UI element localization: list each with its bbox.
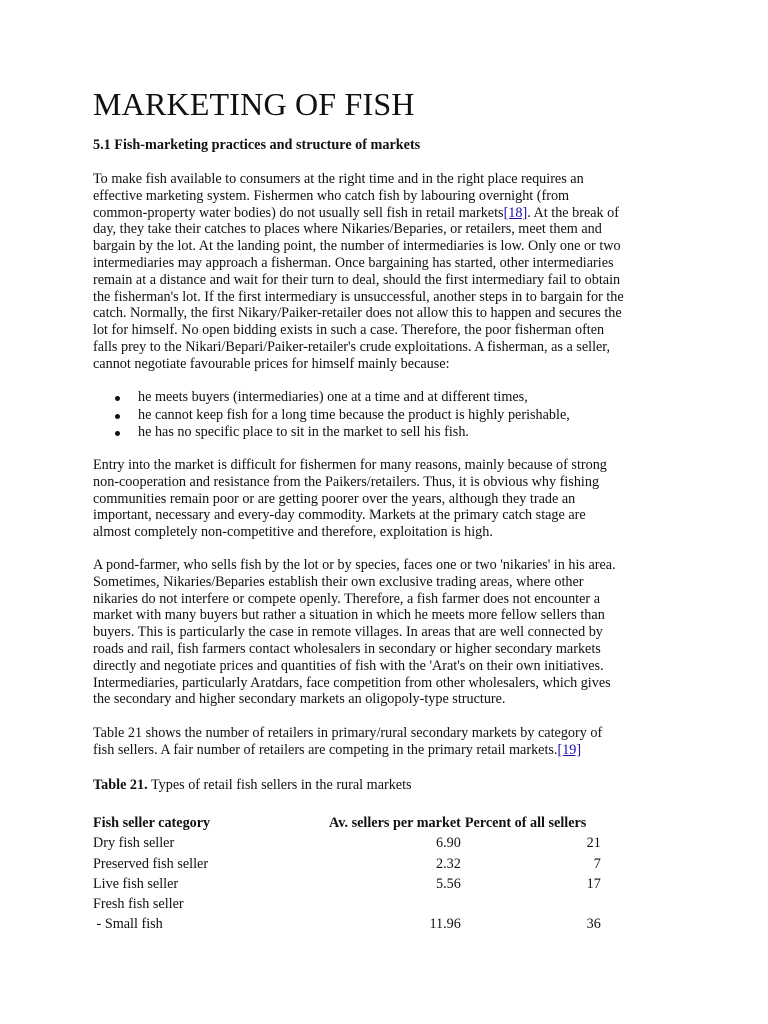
paragraph-pond-farmer xyxy=(93,557,683,708)
text-line: bargain by the lot. At the landing point, the number of intermediaries is low. Only one or two xyxy=(93,238,621,255)
page-title: MARKETING OF FISH xyxy=(93,86,415,122)
bullet-icon xyxy=(115,414,120,419)
table-row xyxy=(93,914,601,934)
text-line: Entry into the market is difficult for fishermen for many reasons, mainly because of strong xyxy=(93,457,607,473)
text-line: the fisherman's lot. If the first intermediary is unsuccessful, another steps in to bargain for the xyxy=(93,288,624,305)
list-item-text: he cannot keep fish for a long time because the product is highly perishable, xyxy=(138,406,570,423)
reasons-list xyxy=(93,389,570,442)
cell-category: Fresh fish seller xyxy=(93,896,184,913)
paragraph-market-entry xyxy=(93,457,683,541)
text-line: cannot negotiate favourable prices for himself mainly because: xyxy=(93,355,450,372)
cell-category: Preserved fish seller xyxy=(93,855,209,872)
text-line: To make fish available to consumers at the right time and in the right place requires an xyxy=(93,171,584,187)
paragraph-table-intro xyxy=(93,725,683,759)
text-line: A pond-farmer, who sells fish by the lot or by species, faces one or two 'nikaries' in his area. xyxy=(93,557,616,573)
text-segment: fish sellers. A fair number of retailers are competing in the primary retail markets. xyxy=(93,741,558,758)
text-line: day, they take their catches to places where Nikaries/Beparies, or retailers, meet them and xyxy=(93,221,602,238)
text-segment: common-property water bodies) do not usually sell fish in retail markets xyxy=(93,204,504,221)
cell-percent: 21 xyxy=(586,835,601,852)
cell-avg: 11.96 xyxy=(429,916,461,933)
list-item xyxy=(93,389,570,407)
text-line: the secondary and higher secondary markets an oligopoly-type structure. xyxy=(93,691,506,708)
text-line: Sometimes, Nikaries/Beparies establish their own exclusive trading areas, where other xyxy=(93,573,584,590)
text-line: intermediaries may approach a fisherman. Once bargaining has started, other intermediaries xyxy=(93,254,614,271)
fish-sellers-table xyxy=(93,813,601,935)
text-line: buyers. This is particularly the case in remote villages. In areas that are well connected by xyxy=(93,624,603,641)
text-line: Intermediaries, particularly Aratdars, face competition from other wholesalers, which gives xyxy=(93,674,611,691)
table-row xyxy=(93,894,601,914)
table-caption-label: Table 21. xyxy=(93,777,148,793)
table-caption-text: Types of retail fish sellers in the rural markets xyxy=(147,777,412,793)
text-line: Table 21 shows the number of retailers in primary/rural secondary markets by category of xyxy=(93,725,603,741)
text-line: lot for himself. No open bidding exists in such a case. Therefore, the poor fisherman often xyxy=(93,322,605,339)
table-header-row xyxy=(93,813,601,833)
column-header-percent: Percent of all sellers xyxy=(464,815,587,831)
bullet-icon xyxy=(115,396,120,401)
cell-category: - Small fish xyxy=(93,916,163,933)
cell-category: Dry fish seller xyxy=(93,835,175,852)
cell-percent: 7 xyxy=(593,855,601,872)
text-line: communities remain poor or are getting poorer over the years, although they trade an xyxy=(93,490,576,507)
footnote-link-18[interactable]: [18] xyxy=(503,204,528,221)
footnote-link-19[interactable]: [19] xyxy=(557,741,582,758)
list-item xyxy=(93,424,570,442)
text-line: catch. Normally, the first Nikary/Paiker-retailer does not allow this to happen and secures the xyxy=(93,305,622,322)
text-segment: . At the break of xyxy=(527,204,619,221)
column-header-category: Fish seller category xyxy=(93,815,211,831)
cell-avg xyxy=(325,894,461,914)
text-line: directly and negotiate prices and quantities of fish with the 'Arat's on their own initiatives. xyxy=(93,657,604,674)
cell-avg: 6.90 xyxy=(436,835,461,852)
paragraph-intro xyxy=(93,171,683,373)
text-line xyxy=(93,205,683,222)
text-line: nikaries do not interfere or compete openly. Therefore, a fish farmer does not encounter a xyxy=(93,590,600,607)
text-line: market with many buyers but rather a situation in which he meets more fellow sellers than xyxy=(93,607,605,624)
text-line: remain at a distance and wait for their turn to deal, should the first intermediary fail to obtain xyxy=(93,271,621,288)
list-item-text: he meets buyers (intermediaries) one at a time and at different times, xyxy=(138,389,528,405)
text-line: falls prey to the Nikari/Bepari/Paiker-retailer's crude exploitations. A fisherman, as a seller, xyxy=(93,338,611,355)
cell-percent xyxy=(461,894,601,914)
text-line: non-cooperation and resistance from the Paikers/retailers. Thus, it is obvious why fishing xyxy=(93,473,600,490)
cell-avg: 5.56 xyxy=(436,875,461,892)
table-caption xyxy=(93,777,412,794)
column-header-avg-sellers: Av. sellers per market xyxy=(329,815,461,831)
bullet-icon xyxy=(115,431,120,436)
cell-category: Live fish seller xyxy=(93,875,179,892)
text-line: effective marketing system. Fishermen who catch fish by labouring overnight (from xyxy=(93,187,570,204)
list-item-text: he has no specific place to sit in the market to sell his fish. xyxy=(138,424,469,441)
cell-avg: 2.32 xyxy=(436,855,461,872)
text-line: important, necessary and every-day commodity. Markets at the primary catch stage are xyxy=(93,507,586,524)
table-row xyxy=(93,833,601,853)
cell-percent: 17 xyxy=(586,875,601,892)
text-line: roads and rail, fish farmers contact wholesalers in secondary or higher secondary markets xyxy=(93,640,601,657)
list-item xyxy=(93,407,570,425)
cell-percent: 36 xyxy=(586,916,601,933)
text-line: almost completely non-competitive and therefore, exploitation is high. xyxy=(93,524,493,541)
table-row xyxy=(93,874,601,894)
section-heading: 5.1 Fish-marketing practices and structure of markets xyxy=(93,137,421,153)
text-line xyxy=(93,742,683,759)
table-row xyxy=(93,854,601,874)
